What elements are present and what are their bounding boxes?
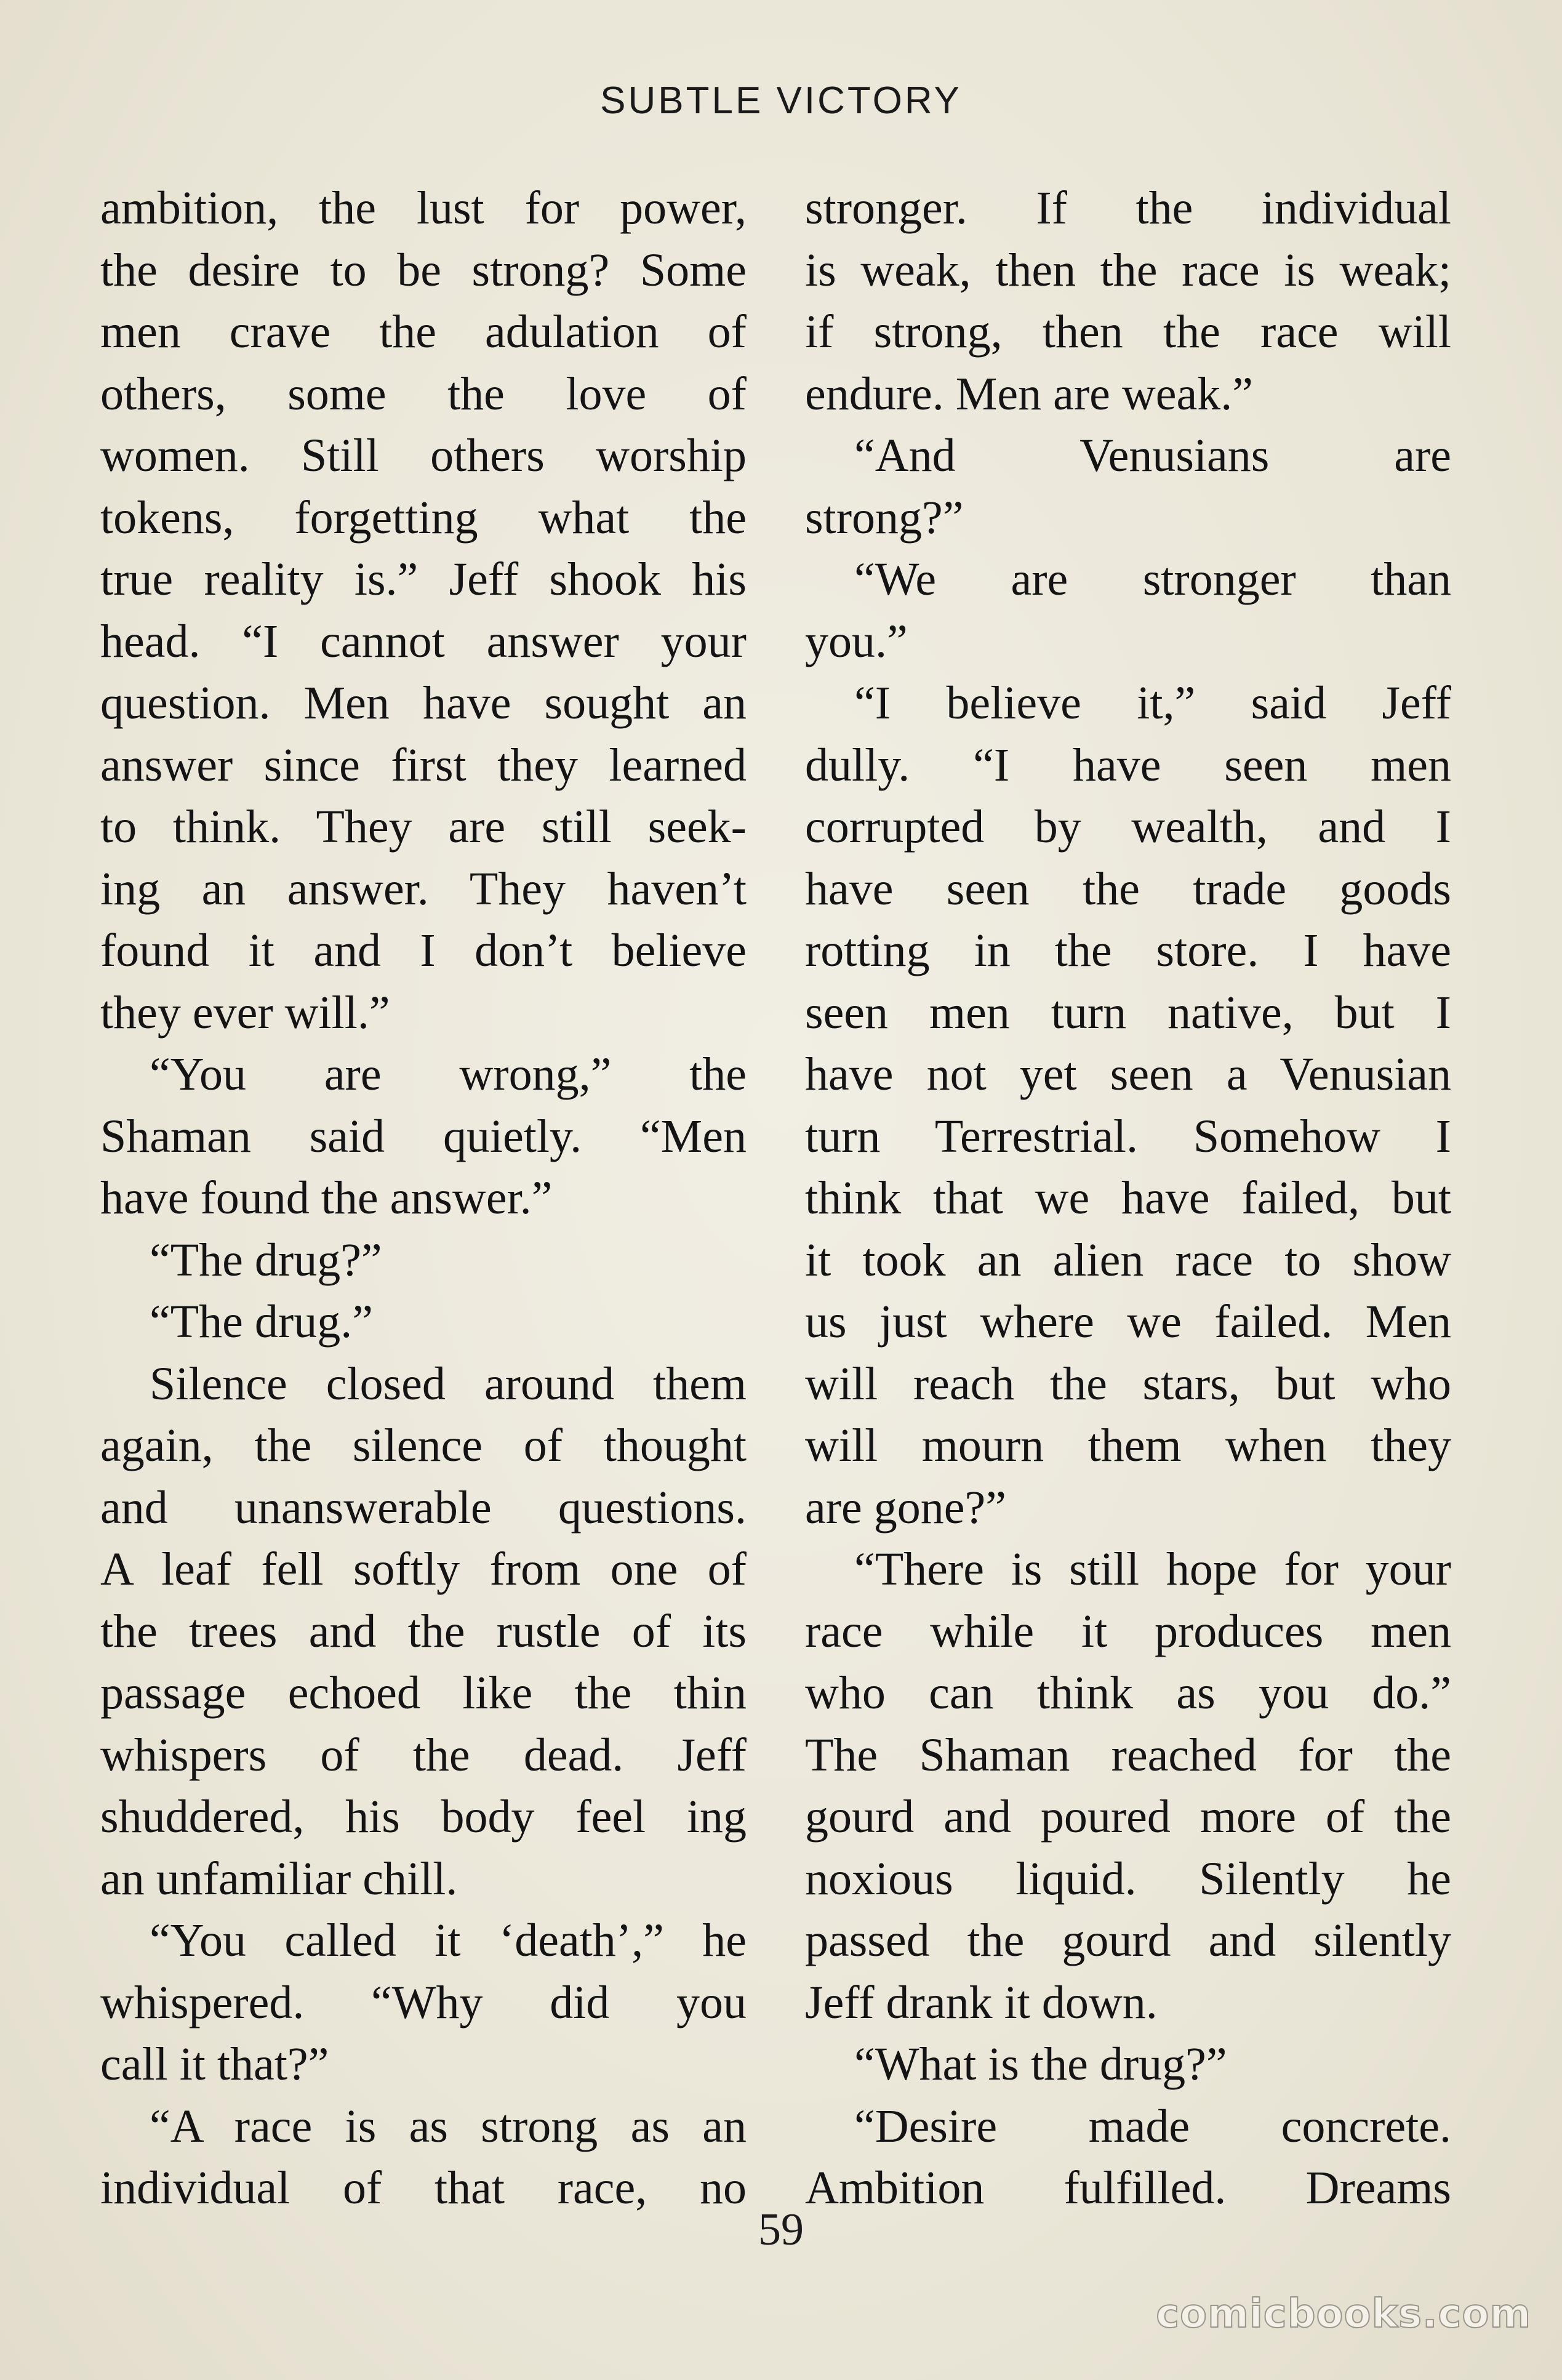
text-line: head. “I cannot answer your	[100, 615, 747, 667]
text-line: call it that?”	[100, 2038, 329, 2090]
left-text-column	[100, 177, 747, 2219]
text-line: passed the gourd and silently	[805, 1915, 1451, 1966]
text-line: are gone?”	[805, 1481, 1006, 1534]
text-line: Ambition fulfilled. Dreams	[805, 2162, 1451, 2214]
page-number: 59	[758, 2205, 804, 2255]
text-line: an unfamiliar chill.	[100, 1852, 458, 1905]
watermark-logo: comicbooks.com	[1156, 2291, 1531, 2337]
text-line: whispered. “Why did you	[100, 1976, 747, 2028]
text-line: endure. Men are weak.”	[805, 368, 1253, 420]
text-line: tokens, forgetting what the	[100, 491, 747, 544]
text-line: turn Terrestrial. Somehow I	[805, 1110, 1451, 1162]
text-line: is weak, then the race is weak;	[805, 244, 1451, 296]
text-line: dully. “I have seen men	[805, 739, 1451, 791]
text-line: “We are stronger than	[854, 553, 1451, 605]
text-line: “I believe it,” said Jeff	[854, 677, 1451, 729]
running-header: SUBTLE VICTORY	[600, 79, 962, 122]
text-line: “You called it ‘death’,” he	[150, 1915, 747, 1966]
text-line: Jeff drank it down.	[805, 1976, 1158, 2028]
text-line: strong?”	[805, 491, 964, 544]
text-line: Shaman said quietly. “Men	[100, 1110, 747, 1162]
text-line: “Desire made concrete.	[854, 2100, 1451, 2152]
text-line: “The drug.”	[150, 1296, 373, 1348]
text-line: race while it produces men	[805, 1605, 1451, 1657]
text-line: shuddered, his body feel ing	[100, 1791, 747, 1843]
text-line: found it and I don’t believe	[100, 925, 747, 976]
text-line: rotting in the store. I have	[805, 925, 1451, 976]
text-line: answer since first they learned	[100, 739, 747, 791]
text-line: Silence closed around them	[150, 1357, 747, 1410]
text-line: us just where we failed. Men	[805, 1296, 1451, 1348]
text-line: who can think as you do.”	[805, 1667, 1451, 1719]
text-line: passage echoed like the thin	[100, 1667, 747, 1719]
text-line: to think. They are still seek-	[100, 801, 747, 853]
text-line: have seen the trade goods	[805, 862, 1451, 915]
text-line: “And Venusians are	[854, 430, 1451, 481]
text-line: stronger. If the individual	[805, 182, 1451, 234]
text-line: it took an alien race to show	[805, 1234, 1451, 1286]
text-line: A leaf fell softly from one of	[100, 1543, 747, 1595]
text-line: “You are wrong,” the	[150, 1048, 747, 1100]
text-line: and unanswerable questions.	[100, 1481, 747, 1534]
text-line: “A race is as strong as an	[150, 2100, 747, 2152]
text-line: if strong, then the race will	[805, 306, 1451, 358]
text-line: others, some the love of	[100, 368, 747, 420]
text-line: The Shaman reached for the	[805, 1729, 1451, 1781]
text-line: the trees and the rustle of its	[100, 1605, 747, 1657]
text-line: “What is the drug?”	[854, 2038, 1227, 2090]
text-line: will mourn them when they	[805, 1420, 1451, 1471]
text-line: true reality is.” Jeff shook his	[100, 553, 747, 605]
text-line: noxious liquid. Silently he	[805, 1852, 1451, 1905]
text-line: will reach the stars, but who	[805, 1357, 1451, 1410]
text-line: the desire to be strong? Some	[100, 244, 747, 296]
text-line: whispers of the dead. Jeff	[100, 1729, 747, 1781]
text-line: again, the silence of thought	[100, 1420, 747, 1471]
text-line: they ever will.”	[100, 986, 390, 1039]
text-line: think that we have failed, but	[805, 1172, 1451, 1224]
text-line: “The drug?”	[150, 1234, 382, 1286]
text-line: corrupted by wealth, and I	[805, 801, 1451, 853]
text-line: men crave the adulation of	[100, 306, 747, 358]
text-line: have found the answer.”	[100, 1172, 553, 1224]
text-line: have not yet seen a Venusian	[805, 1048, 1451, 1100]
text-line: gourd and poured more of the	[805, 1791, 1451, 1843]
text-line: ing an answer. They haven’t	[100, 862, 747, 915]
text-line: question. Men have sought an	[100, 677, 747, 729]
text-line: you.”	[805, 615, 908, 667]
text-line: women. Still others worship	[100, 430, 747, 481]
text-line: “There is still hope for your	[854, 1543, 1451, 1595]
text-line: individual of that race, no	[100, 2162, 747, 2214]
text-line: seen men turn native, but I	[805, 986, 1451, 1039]
text-line: ambition, the lust for power,	[100, 182, 747, 234]
right-text-column	[805, 177, 1451, 2219]
